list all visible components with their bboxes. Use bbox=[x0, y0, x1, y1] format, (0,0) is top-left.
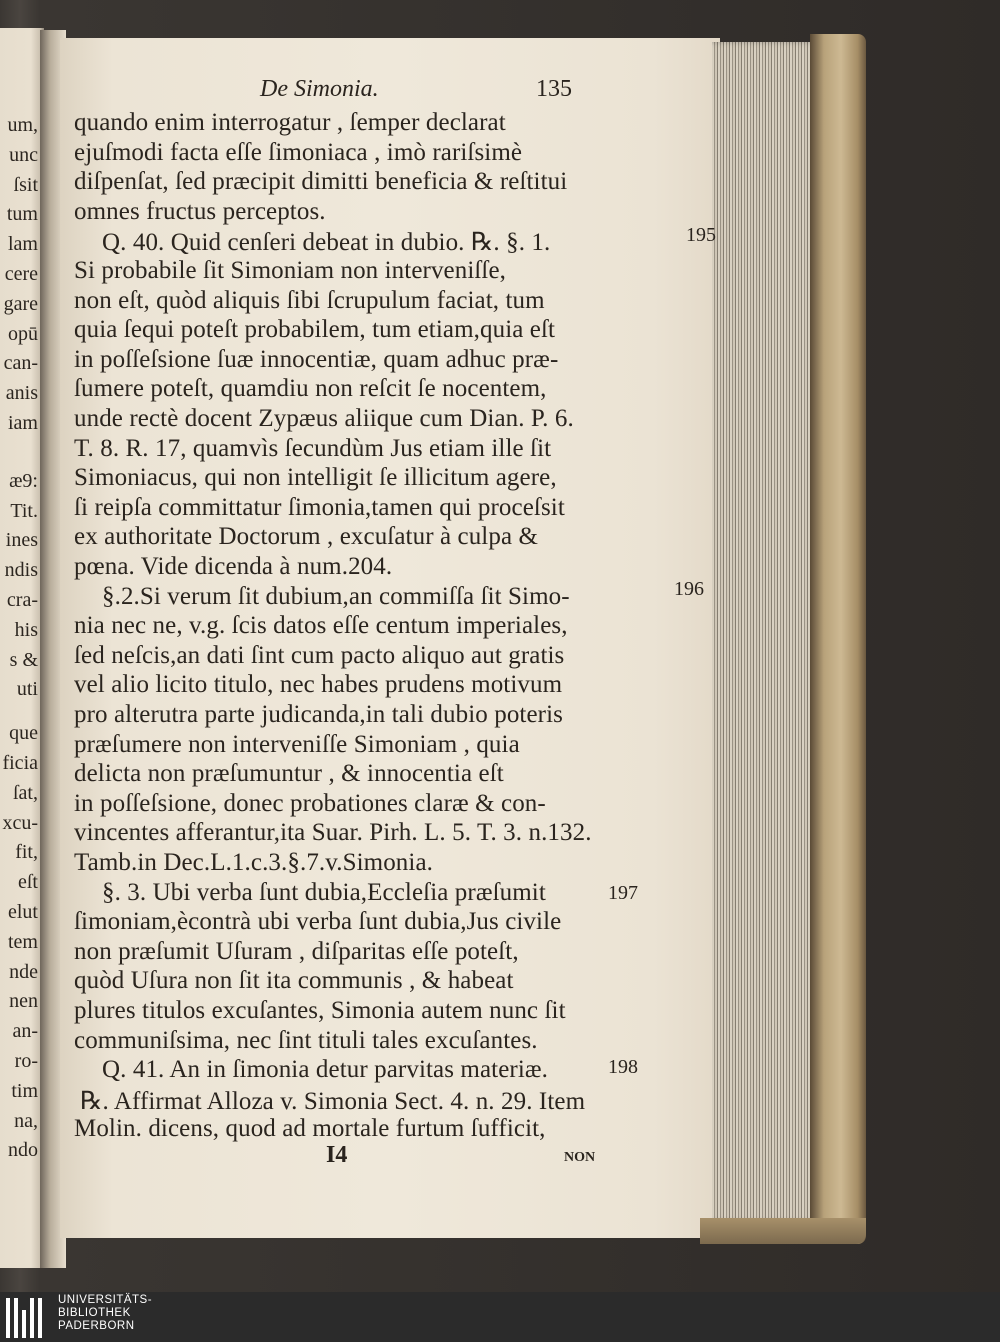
left-page-fragment: cra- bbox=[6, 589, 38, 611]
left-page-fragment: que bbox=[9, 722, 38, 745]
left-page-fragment: tim bbox=[11, 1079, 38, 1102]
text-line: communiſsima, nec ſint tituli tales excuſantes. bbox=[74, 1026, 538, 1054]
text-line: §. 3. Ubi verba ſunt dubia,Eccleſia præſumit bbox=[102, 878, 546, 906]
left-page-fragment: an- bbox=[12, 1020, 38, 1043]
text-line: T. 8. R. 17, quamvìs ſecundùm Jus etiam ille ſit bbox=[74, 434, 552, 462]
left-page-fragment: ines bbox=[5, 529, 38, 552]
text-line: delicta non præſumuntur , & innocentia eſt bbox=[74, 760, 504, 788]
text-line: Q. 41. An in ſimonia detur parvitas materiæ. bbox=[102, 1056, 548, 1084]
text-line: diſpenſat, ſed præcipit dimitti beneficia & reſtitui bbox=[74, 168, 568, 196]
text-line: Molin. dicens, quod ad mortale furtum ſufficit, bbox=[74, 1115, 546, 1143]
text-line: in poſſeſsione, donec probationes claræ & con- bbox=[74, 789, 546, 817]
logo-line: UNIVERSITÄTS- bbox=[58, 1294, 153, 1306]
text-line: plures titulos excuſantes, Simonia autem nunc ſit bbox=[74, 997, 566, 1024]
text-line: pœna. Vide dicenda à num.204. bbox=[74, 553, 393, 580]
text-line: Tamb.in Dec.L.1.c.3.§.7.v.Simonia. bbox=[74, 849, 433, 876]
running-head: De Simonia. bbox=[260, 76, 379, 102]
text-line: ſed neſcis,an dati ſint cum pacto aliquo aut gratis bbox=[74, 641, 565, 669]
left-page-fragment: nde bbox=[9, 960, 38, 983]
text-line: præſumere non interveniſſe Simoniam , quia bbox=[74, 730, 520, 758]
left-page-fragment: uti bbox=[16, 678, 38, 701]
left-page-fragment: ro- bbox=[14, 1050, 38, 1072]
left-page-fragment: iam bbox=[8, 412, 38, 434]
left-page-fragment: unc bbox=[9, 143, 38, 166]
margin-number: 195 bbox=[686, 224, 716, 246]
book-cover-bottom bbox=[700, 1218, 866, 1244]
left-page-fragment: ſsit bbox=[13, 173, 38, 196]
left-page-fragment: tem bbox=[8, 930, 38, 953]
text-line: nia nec ne, v.g. ſcis datos eſſe centum imperiales, bbox=[74, 612, 568, 640]
text-line: in poſſeſsione ſuæ innocentiæ, quam adhuc præ- bbox=[74, 345, 559, 373]
text-line: ſumere poteſt, quamdiu non reſcit ſe nocentem, bbox=[74, 375, 547, 403]
margin-number: 196 bbox=[674, 578, 704, 600]
logo-line: BIBLIOTHEK bbox=[58, 1307, 131, 1319]
left-page-fragment: na, bbox=[14, 1109, 38, 1132]
text-line: quòd Uſura non ſit ita communis , & habeat bbox=[74, 967, 514, 995]
margin-number: 197 bbox=[608, 882, 638, 904]
logo-line: PADERBORN bbox=[58, 1320, 135, 1332]
left-page-fragment: his bbox=[14, 618, 38, 641]
left-page-fragment: anis bbox=[5, 382, 38, 405]
left-page-fragment: ndo bbox=[8, 1139, 38, 1162]
left-page-fragment: nen bbox=[9, 990, 38, 1013]
text-line: non eſt, quòd aliquis ſibi ſcrupulum faciat, tum bbox=[74, 286, 545, 314]
page-edges bbox=[712, 42, 818, 1222]
text-line: pro alterutra parte judicanda,in tali dubio poteris bbox=[74, 701, 563, 728]
left-page-fragment: eſt bbox=[18, 871, 38, 894]
left-page-fragment: lam bbox=[8, 233, 38, 256]
text-line: Si probabile ſit Simoniam non interveniſſe, bbox=[74, 257, 507, 284]
left-page-fragment: opū bbox=[8, 322, 38, 345]
text-line: vel alio licito titulo, nec habes prudens motivum bbox=[74, 671, 563, 699]
text-line: vincentes afferantur,ita Suar. Pirh. L. 5. T. 3. n.132. bbox=[74, 819, 592, 847]
left-page-fragment: ſat, bbox=[13, 781, 38, 804]
text-line: ſi reipſa committatur ſimonia,tamen qui proceſsit bbox=[74, 493, 565, 521]
left-page-fragment: Tit. bbox=[10, 499, 38, 522]
left-page-fragment: xcu- bbox=[2, 811, 38, 834]
left-page-fragment: elut bbox=[8, 901, 38, 923]
left-page-fragment: gare bbox=[3, 292, 38, 315]
book-cover-edge bbox=[810, 34, 866, 1244]
page-number: 135 bbox=[536, 76, 572, 102]
text-line: quia ſequi poteſt probabilem, tum etiam,quia eſt bbox=[74, 316, 556, 344]
text-line: quando enim interrogatur , ſemper declarat bbox=[74, 109, 506, 136]
library-logo-icon bbox=[6, 1296, 50, 1338]
left-page-fragment: cere bbox=[4, 263, 38, 285]
text-line: ex authoritate Doctorum , excuſatur à culpa & bbox=[74, 523, 539, 551]
text-line: Q. 40. Quid cenſeri debeat in dubio. ℞. §. 1. bbox=[102, 229, 551, 257]
text-line: non præſumit Uſuram , diſparitas eſſe poteſt, bbox=[74, 937, 519, 965]
left-page-fragment: tum bbox=[6, 203, 38, 226]
footer-bar bbox=[0, 1292, 1000, 1342]
left-page-fragment: æ9: bbox=[9, 469, 38, 492]
catchword: non bbox=[564, 1144, 596, 1166]
text-line: ejuſmodi facta eſſe ſimoniaca , imò rariſsimè bbox=[74, 138, 523, 166]
left-page-fragment: fit, bbox=[15, 841, 38, 864]
left-page-fragment: s & bbox=[9, 648, 38, 671]
left-page-fragment: can- bbox=[3, 352, 38, 375]
left-page-fragment: ficia bbox=[2, 752, 38, 774]
text-line: omnes fructus perceptos. bbox=[74, 197, 326, 225]
left-page-fragment: um, bbox=[7, 114, 38, 136]
margin-number: 198 bbox=[608, 1056, 638, 1078]
text-line: Simoniacus, qui non intelligit ſe illicitum agere, bbox=[74, 464, 557, 492]
text-line: unde rectè docent Zypæus aliique cum Dian. P. 6. bbox=[74, 405, 574, 432]
text-line: §.2.Si verum ſit dubium,an commiſſa ſit Simo- bbox=[102, 582, 570, 610]
left-page bbox=[0, 28, 44, 1268]
signature-mark: I4 bbox=[326, 1142, 348, 1168]
library-logo-text bbox=[58, 1294, 152, 1333]
text-line: ſimoniam,ècontrà ubi verba ſunt dubia,Jus civile bbox=[74, 908, 562, 936]
text-line: ℞. Affirmat Alloza v. Simonia Sect. 4. n. 29. Item bbox=[80, 1087, 586, 1115]
left-page-fragment: ndis bbox=[4, 559, 38, 582]
